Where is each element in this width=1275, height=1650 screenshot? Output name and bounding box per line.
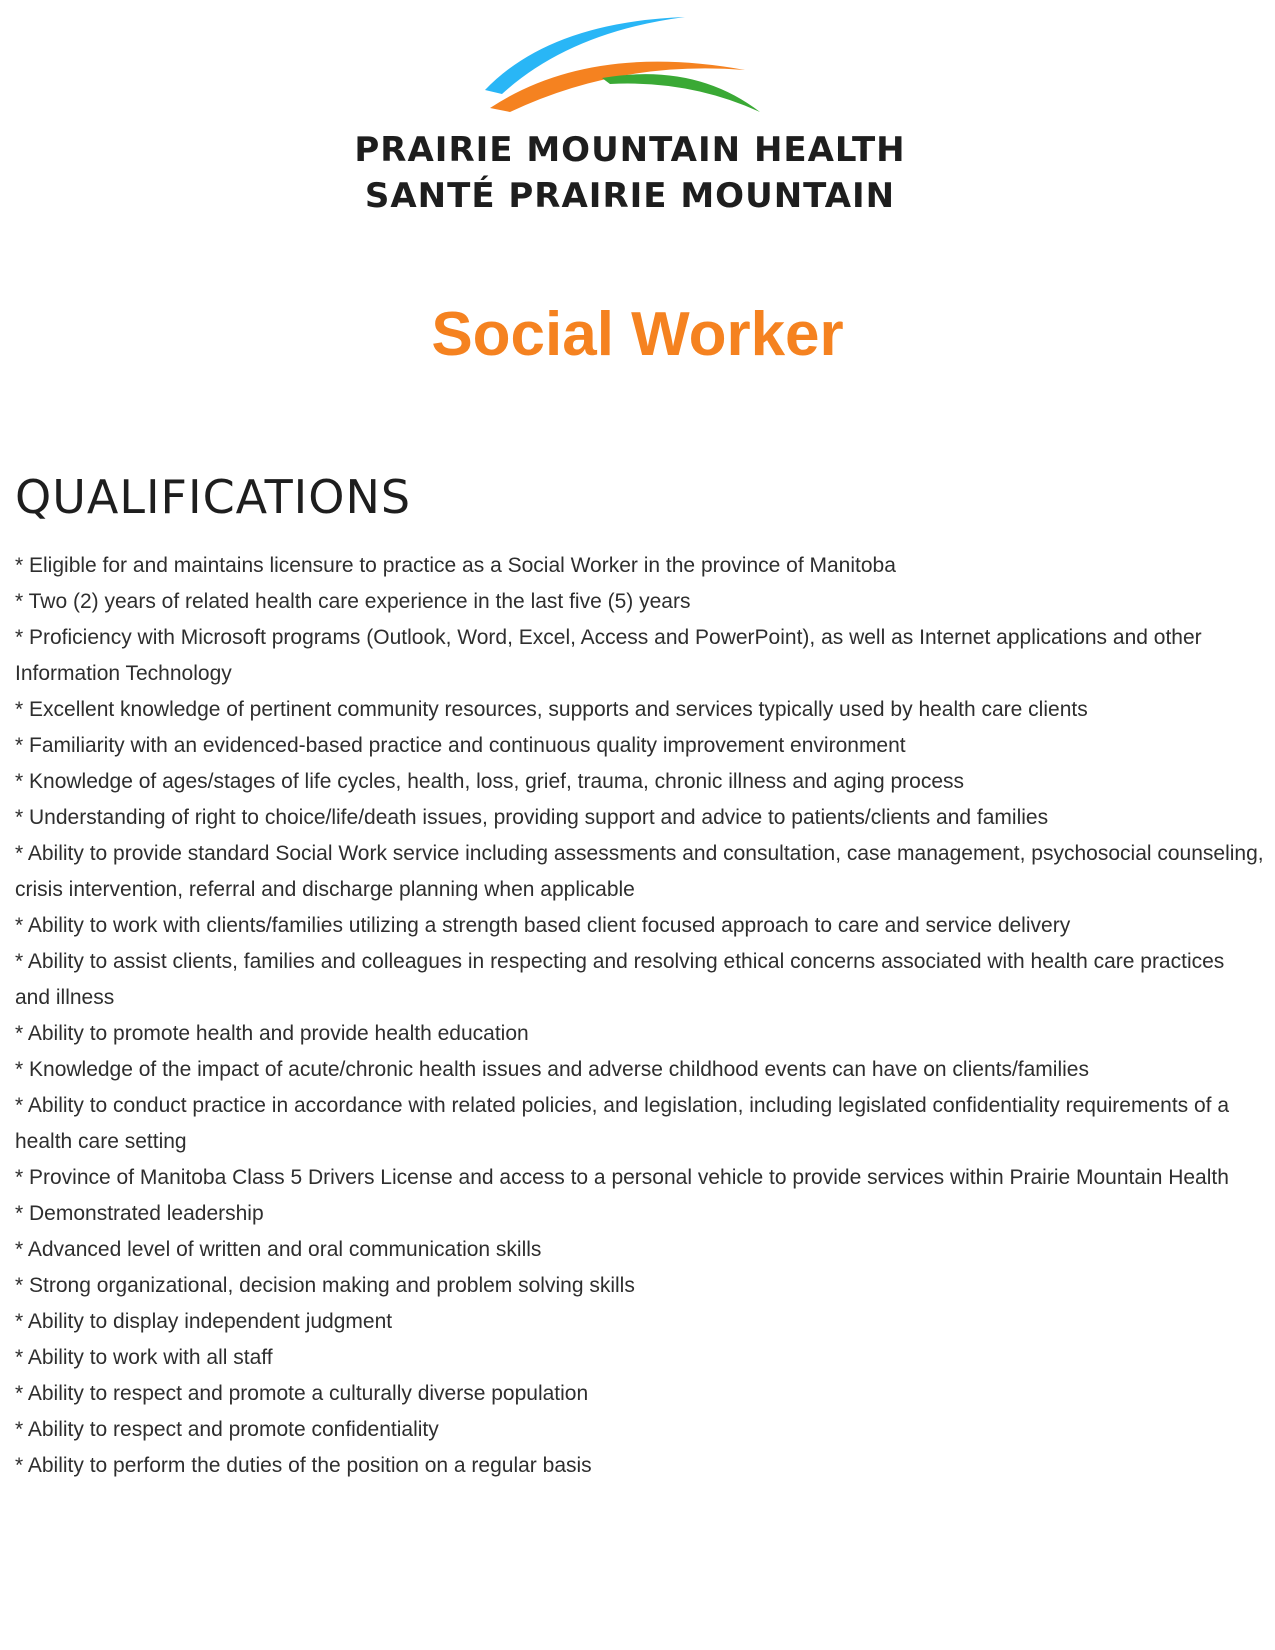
list-item: * Understanding of right to choice/life/death issues, providing support and advice to patients/clients and families bbox=[15, 806, 1049, 829]
logo-arcs-icon bbox=[480, 12, 770, 122]
list-item: * Proficiency with Microsoft programs (Outlook, Word, Excel, Access and PowerPoint), as well as Internet applications and other Information Technology bbox=[15, 626, 1202, 685]
logo-text-french: SANTÉ PRAIRIE MOUNTAIN bbox=[364, 176, 896, 216]
qualifications-list bbox=[15, 548, 1265, 1484]
list-item: * Ability to provide standard Social Work service including assessments and consultation, case management, psychosocial counseling, crisis intervention, referral and discharge planning when applicable bbox=[15, 842, 1264, 901]
list-item: * Ability to respect and promote a culturally diverse population bbox=[15, 1382, 589, 1405]
organization-logo bbox=[330, 10, 930, 220]
list-item: * Ability to work with all staff bbox=[15, 1346, 273, 1369]
logo-text-english: PRAIRIE MOUNTAIN HEALTH bbox=[354, 130, 906, 170]
list-item: * Ability to display independent judgment bbox=[15, 1310, 393, 1333]
list-item: * Ability to promote health and provide health education bbox=[15, 1022, 529, 1045]
list-item: * Ability to conduct practice in accordance with related policies, and legislation, including legislated confidentiality requirements of a health care setting bbox=[15, 1094, 1230, 1153]
list-item: * Two (2) years of related health care experience in the last five (5) years bbox=[15, 590, 691, 613]
list-item: * Ability to work with clients/families utilizing a strength based client focused approach to care and service delivery bbox=[15, 914, 1071, 937]
list-item: * Excellent knowledge of pertinent community resources, supports and services typically used by health care clients bbox=[15, 698, 1088, 721]
list-item: * Eligible for and maintains licensure to practice as a Social Worker in the province of Manitoba bbox=[15, 554, 896, 577]
list-item: * Ability to respect and promote confidentiality bbox=[15, 1418, 439, 1441]
list-item: * Strong organizational, decision making and problem solving skills bbox=[15, 1274, 635, 1297]
list-item: * Ability to assist clients, families and colleagues in respecting and resolving ethical concerns associated with health care practices and illness bbox=[15, 950, 1225, 1009]
list-item: * Knowledge of the impact of acute/chronic health issues and adverse childhood events can have on clients/families bbox=[15, 1058, 1089, 1081]
list-item: * Demonstrated leadership bbox=[15, 1202, 264, 1225]
qualifications-heading: QUALIFICATIONS bbox=[15, 470, 412, 525]
list-item: * Knowledge of ages/stages of life cycles, health, loss, grief, trauma, chronic illness and aging process bbox=[15, 770, 965, 793]
list-item: * Ability to perform the duties of the position on a regular basis bbox=[15, 1454, 592, 1477]
list-item: * Familiarity with an evidenced-based practice and continuous quality improvement environment bbox=[15, 734, 906, 757]
list-item: * Province of Manitoba Class 5 Drivers License and access to a personal vehicle to provide services within Prairie Mountain Health bbox=[15, 1166, 1229, 1189]
list-item: * Advanced level of written and oral communication skills bbox=[15, 1238, 542, 1261]
job-title: Social Worker bbox=[431, 299, 844, 369]
